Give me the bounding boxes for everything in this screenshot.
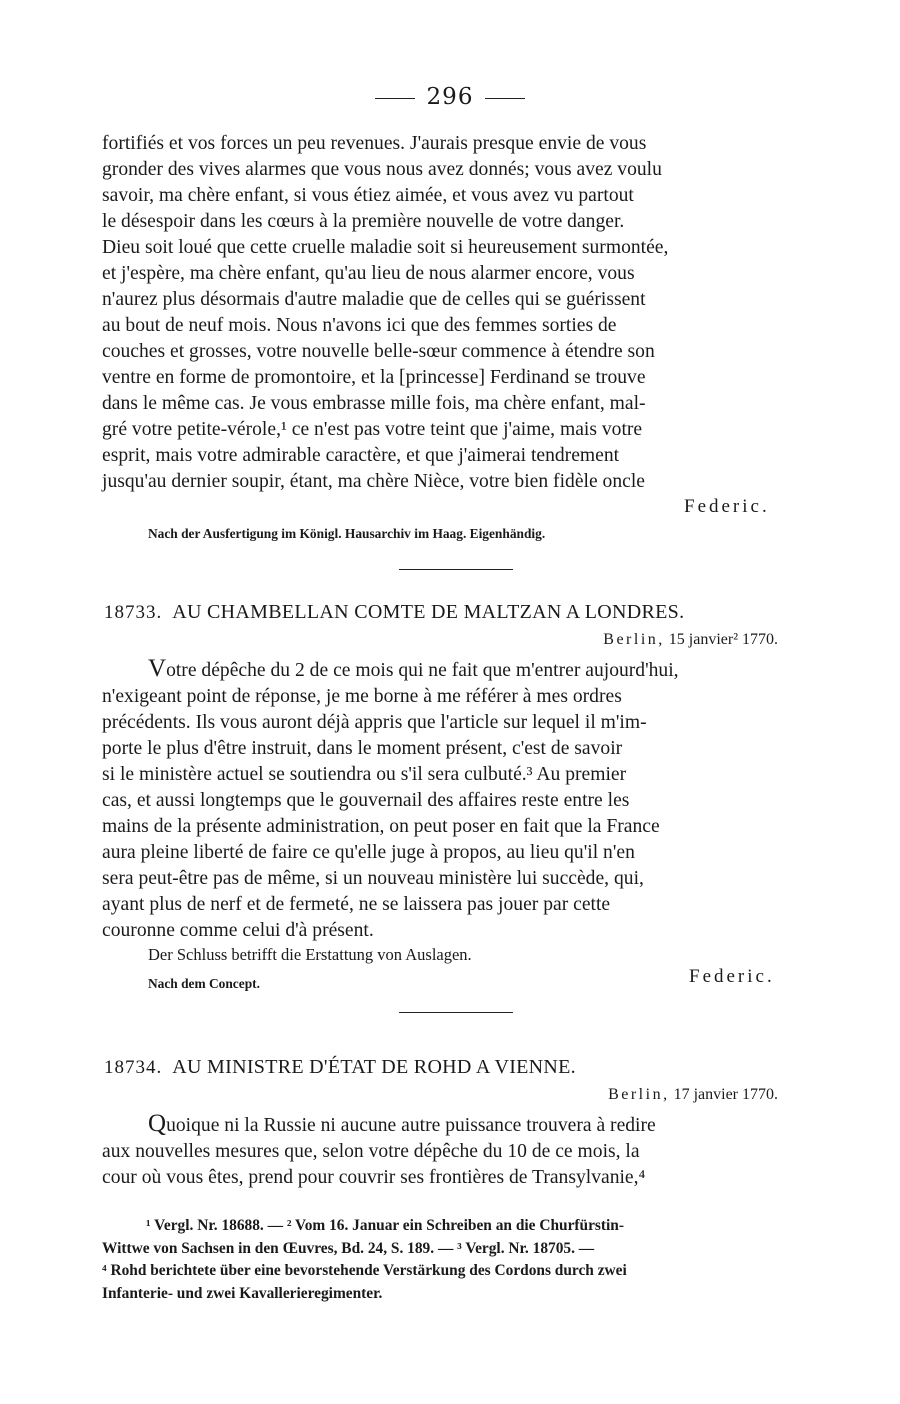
text-line: porte le plus d'être instruit, dans le moment présent, c'est de savoir (102, 738, 623, 759)
closing-note: Der Schluss betrifft die Erstattung von Auslagen. (148, 945, 472, 964)
footnote-line: Wittwe von Sachsen in den Œuvres, Bd. 24, S. 189. — ³ Vergl. Nr. 18705. — (102, 1239, 595, 1257)
letter-title: AU CHAMBELLAN COMTE DE MALTZAN A LONDRES. (172, 601, 685, 623)
header-dash-left (375, 98, 415, 99)
header-dash-right (485, 98, 525, 99)
section-divider (399, 569, 513, 570)
letter-date: 17 janvier 1770. (673, 1086, 778, 1103)
text-line: couronne comme celui d'à présent. (102, 920, 374, 941)
text-line: n'exigeant point de réponse, je me borne à me référer à mes ordres (102, 686, 622, 707)
text-line: et j'espère, ma chère enfant, qu'au lieu de nous alarmer encore, vous (102, 263, 635, 284)
text-line: couches et grosses, votre nouvelle belle-sœur commence à étendre son (102, 341, 655, 362)
text-line: cas, et aussi longtemps que le gouvernail des affaires reste entre les (102, 790, 630, 811)
footnote-line: ⁴ Rohd berichtete über eine bevorstehende Verstärkung des Cordons durch zwei (102, 1262, 627, 1279)
text-line: jusqu'au dernier soupir, étant, ma chère Nièce, votre bien fidèle oncle (102, 471, 645, 492)
letter-body (102, 656, 804, 944)
text-line: Dieu soit loué que cette cruelle maladie soit si heureusement surmontée, (102, 237, 669, 258)
text-line: précédents. Ils vous auront déjà appris que l'article sur lequel il m'im- (102, 712, 647, 733)
text-line: ventre en forme de promontoire, et la [princesse] Ferdinand se trouve (102, 367, 646, 388)
text-line: esprit, mais votre admirable caractère, et que j'aimerai tendrement (102, 445, 620, 466)
letter-heading (104, 601, 684, 624)
text-line: sera peut-être pas de même, si un nouveau ministère lui succède, qui, (102, 868, 644, 889)
text-line: gré votre petite-vérole,¹ ce n'est pas votre teint que j'aime, mais votre (102, 419, 643, 440)
signature-federic: Federic. (689, 966, 775, 987)
text-line: fortifiés et vos forces un peu revenues. J'aurais presque envie de vous (102, 133, 647, 154)
text-line: gronder des vives alarmes que vous nous avez donnés; vous avez voulu (102, 159, 662, 180)
text-line: mains de la présente administration, on peut poser en fait que la France (102, 816, 660, 837)
text-line: otre dépêche du 2 de ce mois qui ne fait que m'entrer aujourd'hui, (166, 660, 679, 681)
letter-title: AU MINISTRE D'ÉTAT DE ROHD A VIENNE. (172, 1056, 576, 1078)
text-line: savoir, ma chère enfant, si vous étiez aimée, et vous avez vu partout (102, 185, 634, 206)
source-note: Nach dem Concept. (148, 976, 260, 991)
signature-federic: Federic. (684, 496, 770, 517)
page-number-header (0, 84, 900, 110)
letter-body (102, 1111, 804, 1191)
letter-place: Berlin, (603, 631, 665, 648)
text-line: le désespoir dans les cœurs à la première nouvelle de votre danger. (102, 211, 625, 232)
drop-initial: Q (148, 1110, 167, 1137)
footnote-line: Infanterie- und zwei Kavallerieregimenter. (102, 1284, 383, 1302)
text-line: aux nouvelles mesures que, selon votre dépêche du 10 de ce mois, la (102, 1141, 640, 1162)
letter-number: 18734. (104, 1057, 163, 1078)
page-number: 296 (426, 84, 474, 110)
letter-place: Berlin, (608, 1086, 670, 1103)
text-line: si le ministère actuel se soutiendra ou s'il sera culbuté.³ Au premier (102, 764, 627, 785)
source-note: Nach der Ausfertigung im Königl. Hausarchiv im Haag. Eigenhändig. (148, 526, 546, 541)
text-line: cour où vous êtes, prend pour couvrir ses frontières de Transylvanie,⁴ (102, 1167, 646, 1188)
footnotes (102, 1215, 804, 1305)
footnote-line: ¹ Vergl. Nr. 18688. — ² Vom 16. Januar ein Schreiben an die Churfürstin- (146, 1217, 624, 1234)
text-line: aura pleine liberté de faire ce qu'elle juge à propos, au lieu qu'il n'en (102, 842, 635, 863)
text-line: ayant plus de nerf et de fermeté, ne se laissera pas jouer par cette (102, 894, 611, 915)
letter-number: 18733. (104, 602, 163, 623)
letter-date: 15 janvier² 1770. (668, 631, 778, 648)
text-line: dans le même cas. Je vous embrasse mille fois, ma chère enfant, mal- (102, 393, 646, 414)
drop-initial: V (148, 655, 167, 682)
text-line: au bout de neuf mois. Nous n'avons ici que des femmes sorties de (102, 315, 617, 336)
section-divider (399, 1012, 513, 1013)
letter-dateline (603, 631, 778, 649)
text-line: n'aurez plus désormais d'autre maladie que de celles qui se guérissent (102, 289, 646, 310)
letter-heading (104, 1056, 576, 1079)
letter-continuation-text (102, 131, 804, 495)
text-line: uoique ni la Russie ni aucune autre puissance trouvera à redire (166, 1115, 656, 1136)
letter-dateline (608, 1086, 778, 1104)
